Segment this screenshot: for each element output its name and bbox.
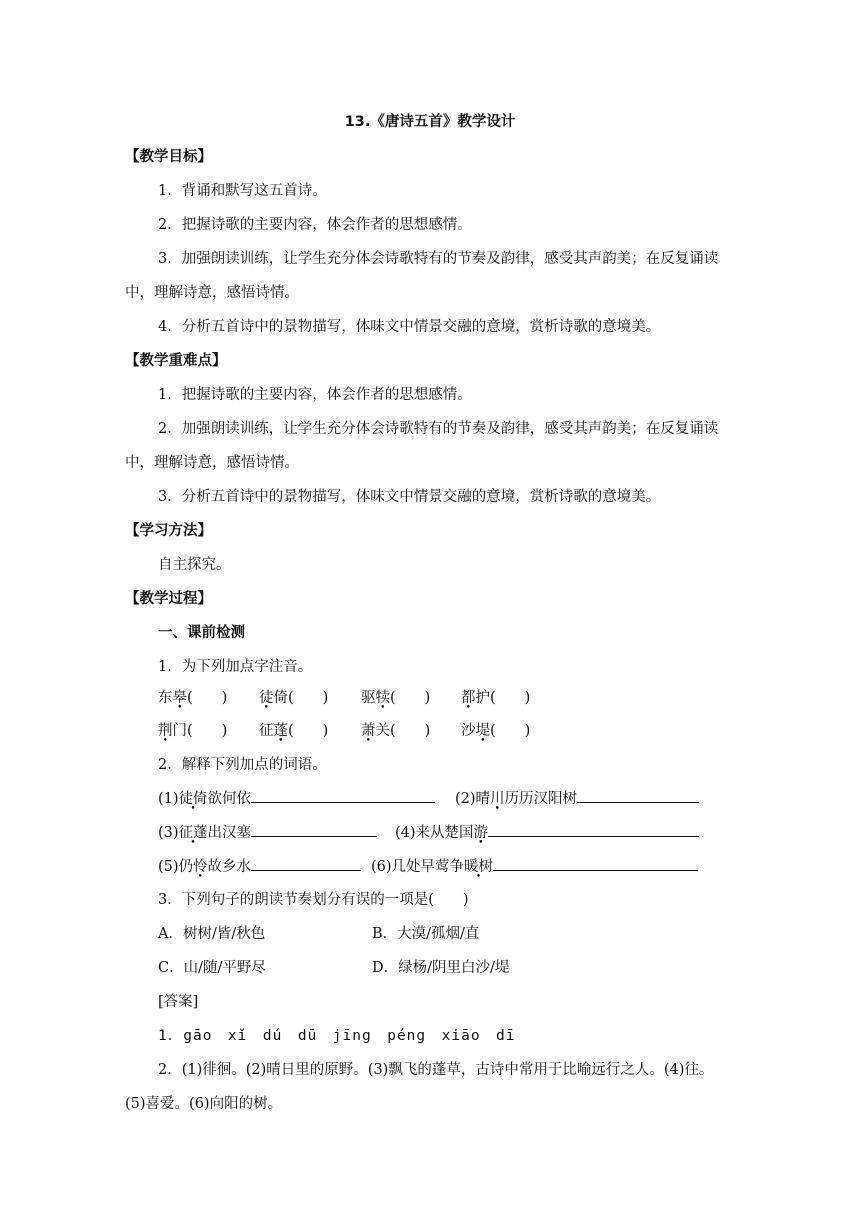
answer-2-continued: (5)喜爱。(6)向阳的树。 bbox=[125, 1096, 283, 1112]
vocab-item: (1)徒倚欲何依 bbox=[158, 788, 435, 809]
goal-item: 1．背诵和默写这五首诗。 bbox=[158, 183, 327, 199]
vocab-item: (5)仍怜故乡水 bbox=[158, 856, 361, 877]
question-3: 3．下列句子的朗读节奏划分有误的一项是( ) bbox=[158, 892, 469, 908]
option-c: C．山/随/平野尽 bbox=[158, 960, 266, 976]
pinyin-item: 征蓬( ) bbox=[259, 723, 329, 739]
method-text: 自主探究。 bbox=[158, 557, 231, 573]
section-heading: 一、课前检测 bbox=[158, 625, 245, 641]
goal-item: 3．加强朗读训练，让学生充分体会诗歌特有的节奏及韵律，感受其声韵美；在反复诵读 bbox=[158, 251, 719, 267]
pinyin-item: 驱犊( ) bbox=[361, 690, 431, 706]
pinyin-item: 都护( ) bbox=[461, 690, 531, 706]
question-1: 1．为下列加点字注音。 bbox=[158, 659, 313, 675]
pinyin-item: 东皋( ) bbox=[158, 690, 228, 706]
method-heading: 【学习方法】 bbox=[125, 523, 212, 539]
option-d: D．绿杨/阴里白沙/堤 bbox=[372, 960, 510, 976]
goal-item: 中，理解诗意，感悟诗情。 bbox=[125, 285, 299, 301]
option-b: B．大漠/孤烟/直 bbox=[372, 926, 480, 942]
goals-heading: 【教学目标】 bbox=[125, 149, 212, 165]
answer-2: 2．(1)徘徊。(2)晴日里的原野。(3)飘飞的蓬草，古诗中常用于比喻远行之人。(4)往。 bbox=[158, 1062, 714, 1078]
vocab-item: (6)几处早莺争暖树 bbox=[371, 856, 698, 877]
pinyin-item: 徒倚( ) bbox=[259, 690, 329, 706]
process-heading: 【教学过程】 bbox=[125, 591, 212, 607]
answer-1: 1．gāo xǐ dú dū jīng péng xiāo dī bbox=[158, 1028, 516, 1044]
key-points-heading: 【教学重难点】 bbox=[125, 353, 227, 369]
goal-item: 4．分析五首诗中的景物描写，体味文中情景交融的意境，赏析诗歌的意境美。 bbox=[158, 319, 661, 335]
pinyin-item: 荆门( ) bbox=[158, 723, 228, 739]
goal-item: 2．把握诗歌的主要内容，体会作者的思想感情。 bbox=[158, 217, 472, 233]
pinyin-item: 沙堤( ) bbox=[461, 723, 531, 739]
vocab-item: (2)晴川历历汉阳树 bbox=[455, 788, 699, 809]
option-a: A．树树/皆/秋色 bbox=[158, 926, 266, 942]
question-2: 2．解释下列加点的词语。 bbox=[158, 757, 327, 773]
pinyin-item: 萧关( ) bbox=[361, 723, 431, 739]
page-title: 13.《唐诗五首》教学设计 bbox=[344, 114, 516, 130]
key-point-item: 2．加强朗读训练，让学生充分体会诗歌特有的节奏及韵律，感受其声韵美；在反复诵读 bbox=[158, 421, 719, 437]
vocab-item: (4)来从楚国游 bbox=[395, 822, 699, 843]
vocab-item: (3)征蓬出汉塞 bbox=[158, 822, 377, 843]
key-point-item: 3．分析五首诗中的景物描写，体味文中情景交融的意境，赏析诗歌的意境美。 bbox=[158, 489, 661, 505]
key-point-item: 1．把握诗歌的主要内容，体会作者的思想感情。 bbox=[158, 387, 472, 403]
answer-heading: [答案] bbox=[158, 994, 199, 1010]
key-point-item: 中，理解诗意，感悟诗情。 bbox=[125, 455, 299, 471]
